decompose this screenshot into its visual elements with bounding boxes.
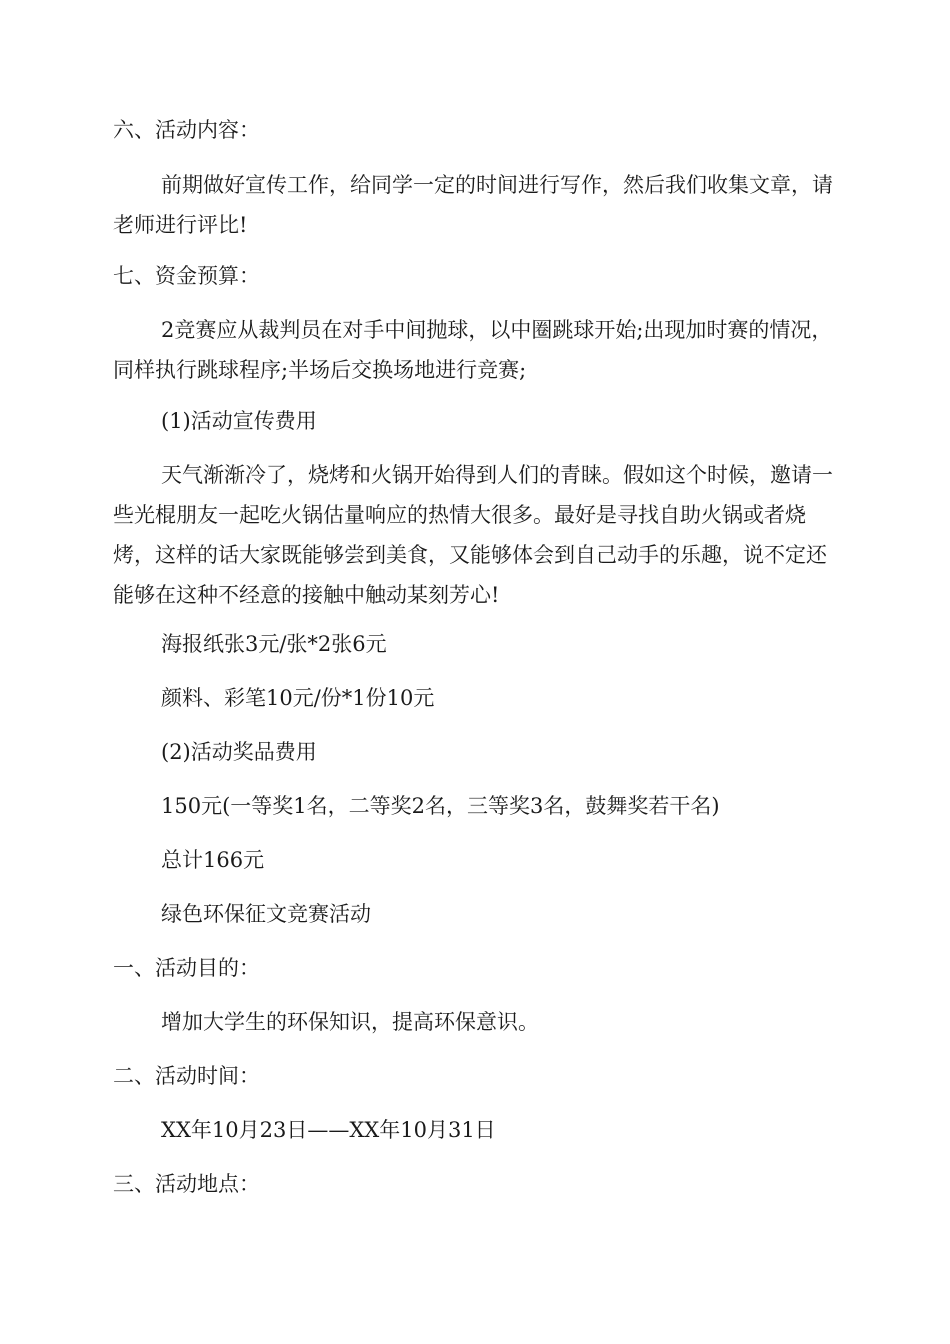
prize-cost-heading: (2)活动奖品费用 <box>161 740 317 764</box>
paint-cost-line: 颜料、彩笔10元/份*1份10元 <box>161 686 435 710</box>
section-heading-1: 一、活动目的： <box>113 956 260 980</box>
competition-rule-paragraph: 2竞赛应从裁判员在对手中间抛球，以中圈跳球开始;出现加时赛的情况，同样执行跳球程序;半场后交换场地进行竞赛; <box>113 318 833 382</box>
promotion-cost-heading: (1)活动宣传费用 <box>161 409 317 433</box>
activity-content-paragraph: 前期做好宣传工作，给同学一定的时间进行写作，然后我们收集文章，请老师进行评比! <box>113 173 833 237</box>
prize-cost-line: 150元(一等奖1名，二等奖2名，三等奖3名，鼓舞奖若干名) <box>161 794 720 818</box>
section-heading-2: 二、活动时间： <box>113 1064 260 1088</box>
section-heading-7: 七、资金预算： <box>113 264 260 288</box>
time-paragraph: XX年10月23日——XX年10月31日 <box>161 1118 496 1142</box>
section-heading-3: 三、活动地点： <box>113 1172 260 1196</box>
weather-paragraph: 天气渐渐冷了，烧烤和火锅开始得到人们的青睐。假如这个时候，邀请一些光棍朋友一起吃火锅估量响应的热情大很多。最好是寻找自助火锅或者烧烤，这样的话大家既能够尝到美食，又能够体会到自己动手的乐趣，说不定还能够在这种不经意的接触中触动某刻芳心! <box>113 463 833 607</box>
poster-cost-line: 海报纸张3元/张*2张6元 <box>161 632 387 656</box>
purpose-paragraph: 增加大学生的环保知识，提高环保意识。 <box>161 1010 539 1034</box>
section-heading-6: 六、活动内容： <box>113 118 260 142</box>
event-title: 绿色环保征文竞赛活动 <box>161 902 371 926</box>
total-cost-line: 总计166元 <box>161 848 265 872</box>
